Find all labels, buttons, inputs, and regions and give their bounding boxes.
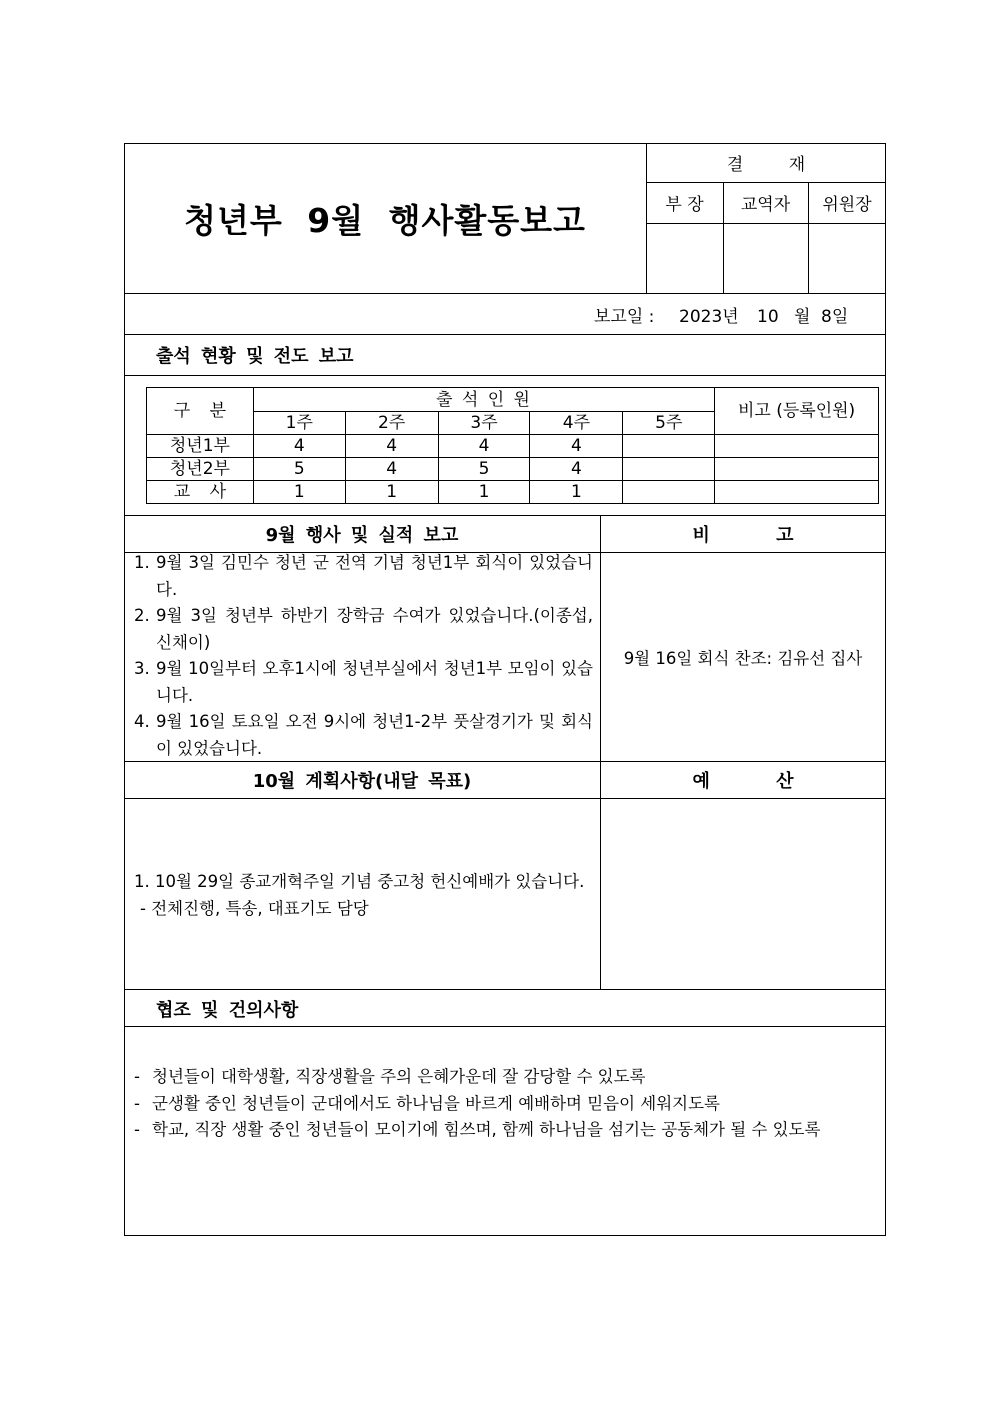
table-row bbox=[147, 458, 879, 481]
table-row bbox=[147, 481, 879, 504]
cooperation-section-title: 협조 및 건의사항 bbox=[156, 1000, 299, 1021]
list-item: - 군생활 중인 청년들이 군대에서도 하나님을 바르게 예배하며 믿음이 세워지도록 bbox=[134, 1093, 720, 1113]
attendance-col-group: 구 분 bbox=[147, 388, 254, 435]
october-plan bbox=[134, 868, 584, 922]
approval-label: 결 재 bbox=[726, 155, 806, 175]
table-row bbox=[147, 435, 879, 458]
list-item: 2. 9월 3일 청년부 하반기 장학금 수여가 있었습니다.(이종섭, 신채이) bbox=[134, 606, 593, 652]
list-item: 1. 9월 3일 김민수 청년 군 전역 기념 청년1부 회식이 있었습니다. bbox=[134, 553, 593, 599]
attendance-cell: 5 bbox=[438, 458, 530, 481]
signature-box-chairman[interactable] bbox=[808, 223, 886, 293]
approver-chairman: 위원장 bbox=[822, 195, 872, 215]
attendance-note-cell[interactable] bbox=[715, 435, 879, 458]
list-item: 3. 9월 10일부터 오후1시에 청년부실에서 청년1부 모임이 있습니다. bbox=[134, 659, 593, 705]
attendance-cell: 4 bbox=[530, 458, 623, 481]
attendance-cell: 4 bbox=[345, 458, 438, 481]
approver-pastor: 교역자 bbox=[740, 195, 791, 215]
list-item: 4. 9월 16일 토요일 오전 9시에 청년1-2부 풋살경기가 및 회식이 있었습니다. bbox=[134, 712, 593, 758]
signature-box-department-head[interactable] bbox=[646, 223, 723, 293]
attendance-week-header: 1주 bbox=[253, 412, 345, 435]
september-section-title: 9월 행사 및 실적 보고 bbox=[265, 524, 459, 546]
attendance-cell[interactable] bbox=[623, 458, 715, 481]
attendance-section-title: 출석 현황 및 전도 보고 bbox=[156, 346, 354, 367]
september-note: 9월 16일 회식 찬조: 김유선 집사 bbox=[623, 648, 863, 668]
attendance-cell: 4 bbox=[253, 435, 345, 458]
attendance-note-cell[interactable] bbox=[715, 481, 879, 504]
report-date-month: 10 월 bbox=[757, 307, 811, 327]
attendance-week-header: 2주 bbox=[345, 412, 438, 435]
attendance-cell: 1 bbox=[253, 481, 345, 504]
report-date-day: 8일 bbox=[821, 307, 849, 327]
october-budget-cell[interactable] bbox=[600, 798, 886, 989]
attendance-cell: 1 bbox=[530, 481, 623, 504]
attendance-row-group: 청년1부 bbox=[147, 435, 254, 458]
attendance-cell: 4 bbox=[345, 435, 438, 458]
cooperation-list bbox=[134, 1064, 879, 1144]
attendance-cell: 5 bbox=[253, 458, 345, 481]
rule-cooperation-title-bottom bbox=[124, 1026, 886, 1027]
september-event-list bbox=[134, 550, 593, 762]
rule-october-body-bottom bbox=[124, 989, 886, 990]
report-date-label: 보고일 : bbox=[594, 307, 655, 327]
october-budget-header: 예 산 bbox=[692, 770, 794, 792]
page-title: 청년부 9월 행사활동보고 bbox=[184, 200, 586, 240]
october-section-title: 10월 계획사항(내달 목표) bbox=[252, 770, 472, 792]
attendance-cell: 1 bbox=[345, 481, 438, 504]
rule-date-bottom bbox=[124, 334, 886, 335]
report-date-row bbox=[124, 293, 886, 334]
attendance-week-header: 3주 bbox=[438, 412, 530, 435]
report-date-year: 2023년 bbox=[679, 307, 739, 327]
attendance-cell[interactable] bbox=[623, 435, 715, 458]
attendance-row-group: 청년2부 bbox=[147, 458, 254, 481]
attendance-col-note: 비고 (등록인원) bbox=[715, 388, 879, 435]
october-plan-line: 1. 10월 29일 종교개혁주일 기념 중고청 헌신예배가 있습니다. bbox=[134, 872, 585, 891]
attendance-cell: 4 bbox=[530, 435, 623, 458]
attendance-cell: 1 bbox=[438, 481, 530, 504]
attendance-week-header: 5주 bbox=[623, 412, 715, 435]
attendance-cell[interactable] bbox=[623, 481, 715, 504]
september-note-header: 비 고 bbox=[692, 524, 794, 546]
signature-box-pastor[interactable] bbox=[723, 223, 808, 293]
list-item: - 학교, 직장 생활 중인 청년들이 모이기에 힘쓰며, 함께 하나님을 섬기는 공동체가 될 수 있도록 bbox=[134, 1120, 821, 1139]
attendance-week-header: 4주 bbox=[530, 412, 623, 435]
attendance-cell: 4 bbox=[438, 435, 530, 458]
list-item: - 청년들이 대학생활, 직장생활을 주의 은혜가운데 잘 감당할 수 있도록 bbox=[134, 1067, 646, 1086]
approver-department-head: 부 장 bbox=[665, 195, 704, 215]
attendance-table bbox=[146, 387, 879, 504]
attendance-col-attendance: 출 석 인 원 bbox=[253, 388, 714, 412]
october-plan-line: - 전체진행, 특송, 대표기도 담당 bbox=[140, 899, 369, 918]
rule-attendance-title-bottom bbox=[124, 375, 886, 376]
attendance-note-cell[interactable] bbox=[715, 458, 879, 481]
attendance-row-group: 교 사 bbox=[147, 481, 254, 504]
